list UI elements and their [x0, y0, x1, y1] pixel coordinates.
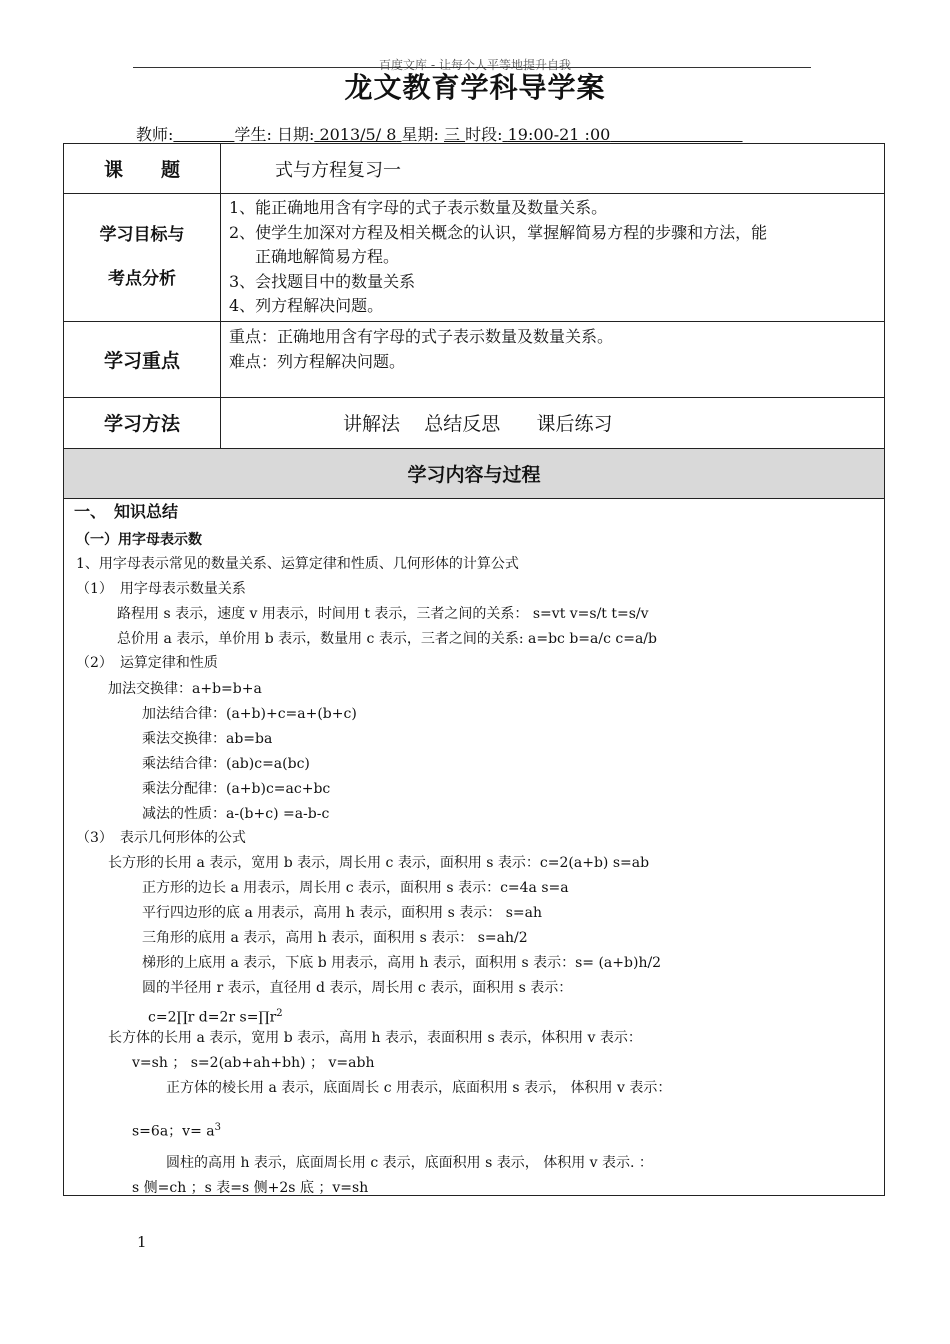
goals-row [64, 194, 885, 322]
section-title: 学习内容与过程 [64, 448, 885, 498]
focus-key: 重点：正确地用含有字母的式子表示数量及数量关系。 [229, 326, 614, 346]
method-content [221, 397, 885, 448]
subheading: （2） 运算定律和性质 [76, 654, 218, 671]
formula-line: 三角形的底用 a 表示，高用 h 表示，面积用 s 表示： s=ah/2 [142, 929, 528, 946]
page-number: 1 [137, 1233, 147, 1251]
teacher-label: 教师: [136, 125, 174, 144]
focus-content [221, 321, 885, 397]
goal-item: 2、使学生加深对方程及相关概念的认识，掌握解简易方程的步骤和方法，能 [229, 222, 768, 242]
subheading: （3） 表示几何形体的公式 [76, 829, 246, 846]
content-body [64, 499, 884, 1195]
method-item: 总结反思 [424, 413, 501, 435]
heading-knowledge-summary: 一、 知识总结 [74, 501, 179, 521]
goal-item: 4、列方程解决问题。 [229, 296, 384, 315]
topic-row [64, 144, 885, 194]
goal-item: 3、会找题目中的数量关系 [229, 271, 416, 291]
focus-difficulty: 难点：列方程解决问题。 [229, 351, 406, 371]
focus-row [64, 321, 885, 397]
focus-label: 学习重点 [64, 321, 221, 397]
method-item: 课后练习 [536, 413, 613, 435]
topic-value: 式与方程复习一 [221, 144, 885, 194]
page-title: 龙文教育学科导学案 [344, 71, 606, 104]
goals-label-line1: 学习目标与 [99, 225, 185, 246]
goal-item: 1、能正确地用含有字母的式子表示数量及数量关系。 [229, 198, 608, 217]
formula-line: 正方体的棱长用 a 表示，底面周长 c 用表示，底面积用 s 表示， 体积用 v 表示： [166, 1079, 672, 1096]
heading-letters-for-numbers: （一）用字母表示数 [76, 531, 202, 548]
superscript: 3 [214, 1121, 221, 1133]
formula-line: 梯形的上底用 a 表示，下底 b 用表示，高用 h 表示，面积用 s 表示：s= (a+b)h/2 [142, 954, 662, 971]
content-line: 路程用 s 表示，速度 v 用表示，时间用 t 表示，三者之间的关系： s=vt v=s/t t=s/v [117, 605, 649, 622]
subheading: （1） 用字母表示数量关系 [76, 580, 246, 597]
period-label: 时段: [465, 125, 503, 144]
formula-line: 圆柱的高用 h 表示，底面周长用 c 表示，底面积用 s 表示， 体积用 v 表示. ： [166, 1154, 653, 1171]
content-row [64, 498, 885, 1195]
law-line: 加法交换律：a+b=b+a [108, 680, 262, 697]
goals-label [64, 194, 221, 322]
goals-content [221, 194, 885, 322]
formula-line: 平行四边形的底 a 用表示，高用 h 表示，面积用 s 表示： s=ah [142, 904, 542, 921]
goals-label-line2: 考点分析 [108, 269, 176, 290]
method-item: 讲解法 [343, 413, 401, 435]
formula-line: 圆的半径用 r 表示，直径用 d 表示，周长用 c 表示，面积用 s 表示： [142, 979, 573, 996]
law-line: 乘法分配律：(a+b)c=ac+bc [142, 780, 331, 797]
watermark: 百度文库 - 让每个人平等地提升自我 [379, 58, 571, 72]
formula-line: 长方体的长用 a 表示，宽用 b 表示，高用 h 表示，表面积用 s 表示，体积用 v 表示： [108, 1029, 642, 1046]
goal-item-continued: 正确地解简易方程。 [255, 247, 400, 266]
content-cell [64, 498, 885, 1195]
law-line: 乘法结合律：(ab)c=a(bc) [142, 755, 310, 772]
section-row [64, 448, 885, 498]
law-line: 乘法交换律：ab=ba [142, 730, 273, 747]
content-line: 1、用字母表示常见的数量关系、运算定律和性质、几何形体的计算公式 [76, 555, 519, 572]
content-line: 总价用 a 表示，单价用 b 表示，数量用 c 表示，三者之间的关系: a=bc b=a/c c=a/b [117, 630, 657, 647]
teacher-blank [173, 125, 234, 144]
law-line: 减法的性质：a-(b+c) =a-b-c [142, 805, 330, 822]
weekday-value: 三 [443, 125, 460, 144]
formula-line: s 侧=ch ；s 表=s 侧+2s 底 ；v=sh [132, 1179, 369, 1196]
cube-formula-line: s=6a；$v= a^3$ [132, 1121, 221, 1140]
info-line [136, 122, 743, 145]
formula-line: 正方形的边长 a 用表示，周长用 c 表示，面积用 s 表示：c=4a s=a [142, 879, 569, 896]
formula-line: v=sh ； s=2(ab+ah+bh) ； v=abh [132, 1054, 375, 1071]
circle-formula-line: c=2∏r d=2r $s=\prod r^2$ [148, 1007, 283, 1026]
lesson-table [63, 143, 885, 1196]
topic-label: 课 题 [64, 144, 221, 194]
date-value: 2013/5/ 8 [319, 125, 397, 144]
law-line: 加法结合律：(a+b)+c=a+(b+c) [142, 705, 357, 722]
student-label: 学生: [234, 125, 272, 144]
formula-line: 长方形的长用 a 表示，宽用 b 表示，周长用 c 表示，面积用 s 表示：c=2(a+b) s=ab [108, 854, 650, 871]
date-label: 日期: [276, 125, 315, 144]
weekday-label: 星期: [401, 125, 439, 144]
method-row [64, 397, 885, 448]
superscript: 2 [276, 1007, 283, 1019]
period-value: 19:00-21 :00 [507, 125, 611, 144]
method-label: 学习方法 [64, 397, 221, 448]
